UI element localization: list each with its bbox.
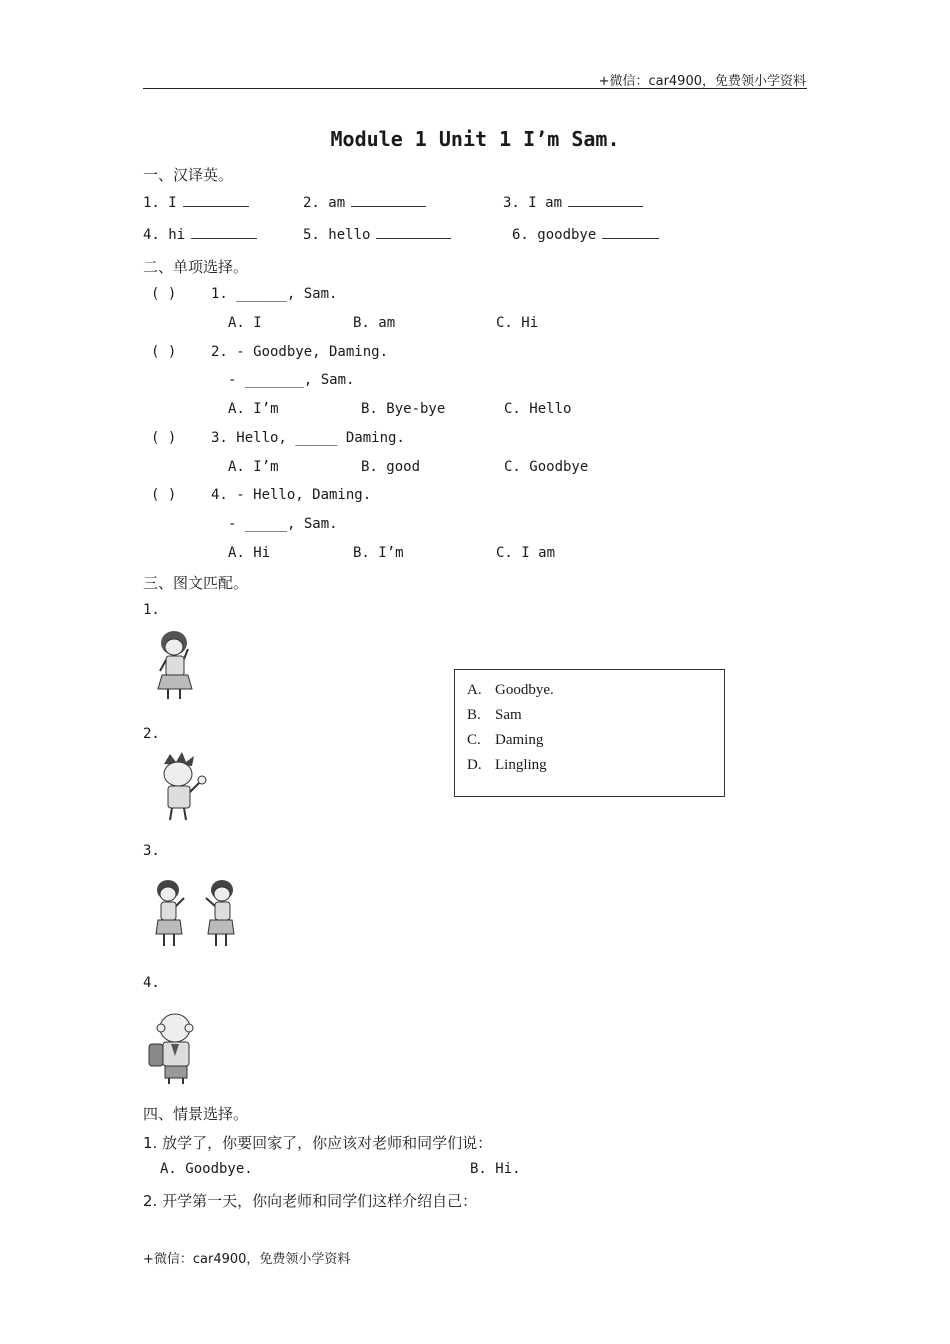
answer-paren[interactable]: ( ) bbox=[151, 286, 177, 302]
situation-1-stem: 1. 放学了，你要回家了，你应该对老师和同学们说： bbox=[143, 1134, 493, 1152]
match-option-b-text: Sam bbox=[495, 707, 522, 723]
match-option-c[interactable] bbox=[467, 732, 543, 749]
question-4-reply: - _____, Sam. bbox=[228, 516, 338, 532]
match-option-c-text: Daming bbox=[495, 732, 544, 748]
boy-illustration bbox=[150, 752, 218, 824]
answer-blank[interactable] bbox=[568, 194, 643, 207]
section-3-heading: 三、图文匹配。 bbox=[143, 574, 249, 592]
section-1-heading: 一、汉译英。 bbox=[143, 166, 234, 184]
section-2-heading: 二、单项选择。 bbox=[143, 258, 249, 276]
translate-item-2 bbox=[303, 194, 426, 211]
match-number-2: 2. bbox=[143, 726, 160, 742]
match-option-a-text: Goodbye. bbox=[495, 682, 554, 698]
match-number-1: 1. bbox=[143, 602, 160, 618]
page-title: Module 1 Unit 1 I’m Sam. bbox=[330, 127, 620, 151]
translate-item-3-text: 3. I am bbox=[503, 195, 563, 211]
translate-item-1 bbox=[143, 194, 249, 211]
match-number-3: 3. bbox=[143, 843, 160, 859]
q2-option-b[interactable]: B. Bye-bye bbox=[361, 401, 446, 417]
matching-options-box bbox=[454, 669, 725, 797]
q3-option-b[interactable]: B. good bbox=[361, 459, 421, 475]
translate-item-4 bbox=[143, 226, 257, 243]
q1-option-c[interactable]: C. Hi bbox=[496, 315, 539, 331]
q1-option-b[interactable]: B. am bbox=[353, 315, 396, 331]
question-3-stem: 3. Hello, _____ Daming. bbox=[211, 430, 405, 446]
situation-1-option-a[interactable]: A. Goodbye. bbox=[160, 1161, 253, 1177]
translate-item-5-text: 5. hello bbox=[303, 227, 371, 243]
q1-option-a[interactable]: A. I bbox=[228, 315, 262, 331]
match-option-c-key: C. bbox=[467, 732, 481, 748]
translate-item-3 bbox=[503, 194, 643, 211]
q4-option-c[interactable]: C. I am bbox=[496, 545, 556, 561]
q3-option-a[interactable]: A. I’m bbox=[228, 459, 279, 475]
answer-blank[interactable] bbox=[191, 226, 257, 239]
answer-blank[interactable] bbox=[602, 226, 659, 239]
answer-blank[interactable] bbox=[351, 194, 426, 207]
match-option-d-key: D. bbox=[467, 757, 482, 773]
question-4-stem: 4. - Hello, Daming. bbox=[211, 487, 372, 503]
match-option-b-key: B. bbox=[467, 707, 481, 723]
match-option-a-key: A. bbox=[467, 682, 482, 698]
translate-item-1-text: 1. I bbox=[143, 195, 177, 211]
q3-option-c[interactable]: C. Goodbye bbox=[504, 459, 589, 475]
girl-illustration bbox=[148, 627, 204, 703]
q2-option-a[interactable]: A. I’m bbox=[228, 401, 279, 417]
situation-2-stem: 2. 开学第一天，你向老师和同学们这样介绍自己： bbox=[143, 1192, 478, 1210]
question-2-reply: - _______, Sam. bbox=[228, 372, 355, 388]
situation-1-option-b[interactable]: B. Hi. bbox=[470, 1161, 521, 1177]
q4-option-b[interactable]: B. I’m bbox=[353, 545, 404, 561]
translate-item-2-text: 2. am bbox=[303, 195, 346, 211]
q4-option-a[interactable]: A. Hi bbox=[228, 545, 271, 561]
question-1-stem: 1. ______, Sam. bbox=[211, 286, 338, 302]
footer-note: +微信：car4900，免费领小学资料 bbox=[143, 1252, 351, 1267]
boy-with-backpack-illustration bbox=[143, 1010, 213, 1086]
header-rule bbox=[143, 88, 807, 89]
two-girls-illustration bbox=[148, 876, 244, 952]
match-option-b[interactable] bbox=[467, 707, 522, 724]
answer-blank[interactable] bbox=[183, 194, 249, 207]
header-note: +微信：car4900，免费领小学资料 bbox=[598, 74, 806, 89]
question-2-stem: 2. - Goodbye, Daming. bbox=[211, 344, 389, 360]
q2-option-c[interactable]: C. Hello bbox=[504, 401, 572, 417]
match-option-d-text: Lingling bbox=[495, 757, 547, 773]
answer-blank[interactable] bbox=[376, 226, 451, 239]
match-option-a[interactable] bbox=[467, 682, 554, 699]
match-option-d[interactable] bbox=[467, 757, 547, 774]
translate-item-6 bbox=[512, 226, 659, 243]
answer-paren[interactable]: ( ) bbox=[151, 430, 177, 446]
translate-item-4-text: 4. hi bbox=[143, 227, 186, 243]
answer-paren[interactable]: ( ) bbox=[151, 487, 177, 503]
translate-item-6-text: 6. goodbye bbox=[512, 227, 597, 243]
translate-item-5 bbox=[303, 226, 451, 243]
match-number-4: 4. bbox=[143, 975, 160, 991]
answer-paren[interactable]: ( ) bbox=[151, 344, 177, 360]
section-4-heading: 四、情景选择。 bbox=[143, 1105, 249, 1123]
